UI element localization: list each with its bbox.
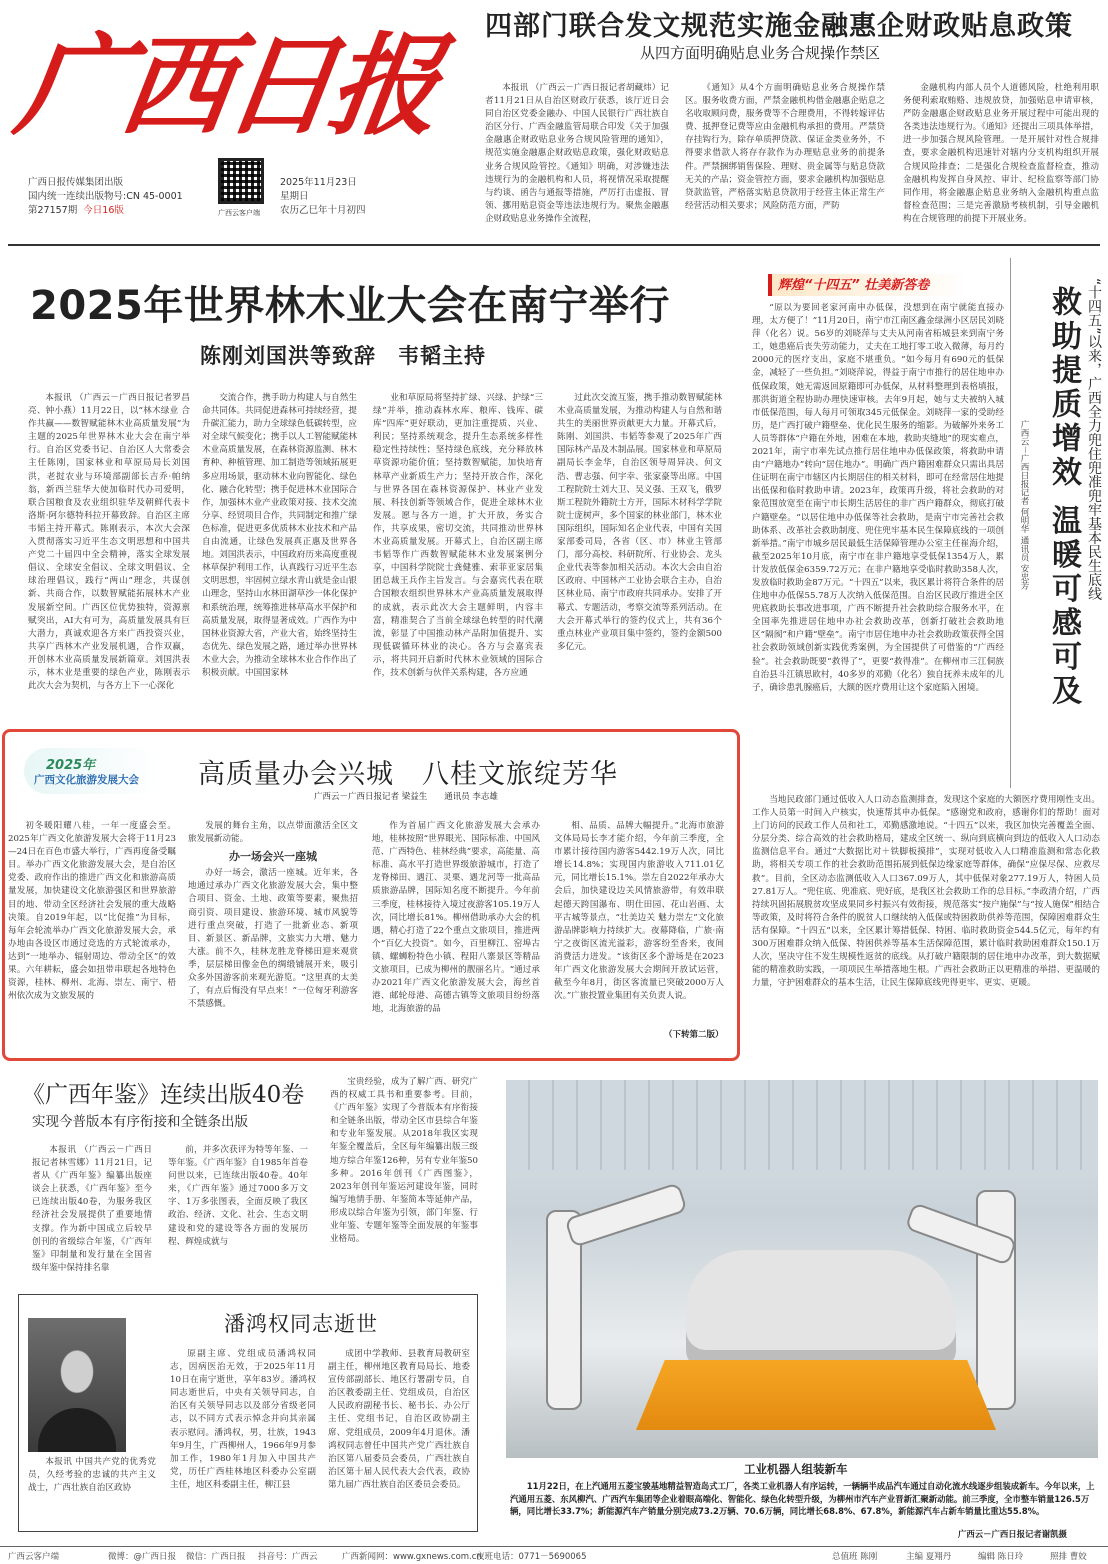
article1-col3: 金融机构内部人员个人道德风险，杜绝利用职务便利索取贿赂、违规放贷，加强贴息申请审核，严防金融惠企财政贴息业务开展过程中可能出现的各类违法违规行为。《通知》还提出三项具体举措，进一步加强合规风险管理。一是开展针对性合规排查，要求金融机构迅速针对辖内分支机构组织开展合规风险排查；二是强化合规检查监督检查，推动金融机构发挥自身风控、审计、纪检监察等部门协同作用，将金融惠企贴息业务纳入金融机构重点监督检查范围；三是完善激励考核机制，引导金融机构在合规管理的前提下开展业务。 xyxy=(903,83,1099,224)
article4-col4: 相、品质、品牌大幅提升。”北海市旅游文体局局长李才能介绍，今年前三季度，全市累计接待国内游客5442.19万人次，同比增长14.8%；实现国内旅游收入711.01亿元，同比增长15.1%。崇左自2022年承办大会后，加快建设边关风情旅游带，有效串联起德天跨国瀑布、明仕田园、花山岩画、太平古城等景点，“壮美边关 魅力崇左”文化旅游品牌影响力持续扩大。夜幕降临，广旅·南宁之夜街区流光溢彩，游客纷至沓来，夜间消费活力迸发。“该街区多个游场是在2023年广西文化旅游发展大会期间开放试运营，截至今年8月，街区客流量已突破2000万人次。”广旅投置业集团有关负责人说。 xyxy=(554,821,724,1002)
article4-col1: 初冬暖阳耀八桂，一年一度盛会至。2025年广西文化旅游发展大会将于11月23—24日在百色市盛大举行，广西再度备受瞩目。举办广西文化旅游发展大会，是自治区党委、政府作出的推进广西文化和旅游高质量发展，加快建设文化旅游强区和世界旅游目的地、带动全区经济社会发展的重大战略决策。自2019年起，以“比促推”为目标，每年会轮流举办广西文化旅游发展大会，承办地由各设区市通过竞选的方式轮流承办，达到“一地举办、辐射周边、带动全区”的效果。六年耕耘，盛会如扭带串联起各地特色资源，桂林、柳州、北海、崇左、南宁、梧州依次成为文旅发展的 xyxy=(8,821,176,1002)
continued-link[interactable]: （下转第二版） xyxy=(664,1030,724,1040)
article4-col2: 发展的舞台主角，以点带面激活全区文旅发展新动能。 办一场会兴一座城 办好一场会，激活一座城。近年来，各地通过承办广西文化旅游发展大会，集中整合项目、资金、土地、政策等要素，聚焦招商引资、项目建设、旅游环境、城市风貌等进行重点突破，打造了一批新业态、新项目、新景区、新品牌，文旅实力大增、魅力大涨。前不久，桂林龙胜龙脊梯田迎来观赏季，层层梯田像金色的绸缎铺展开来，吸引众多外国游客前来观光游览。“这里真的太美了，有点后悔没有早点来！”一位匈牙利游客不禁感慨。 xyxy=(188,821,358,1010)
footer-layout: 编辑 陈日玲 xyxy=(978,1552,1024,1562)
footer-wechat[interactable]: 微信：广西日报 xyxy=(186,1552,246,1562)
footer xyxy=(0,1548,1108,1564)
cn-number: 国内统一连续出版物号:CN 45-0001 xyxy=(28,191,183,202)
page-count: 今日16版 xyxy=(83,205,124,216)
footer-weibo[interactable]: 微博：@广西日报 xyxy=(108,1552,177,1562)
footer-hotline: 夜班电话：0771－5690065 xyxy=(476,1552,587,1562)
article2-col1: 本报讯 （广西云－广西日报记者罗昌亮、钟小燕）11月22日，以“林木绿业 合作共赢——数智赋能林木业高质量发展”为主题的2025年世界林木业大会在南宁举行。自治区党委书记、自治区人大常委会主任陈刚，国家林业和草原局局长刘国洪，老挝农业与环境部副部长吉乔·帕纳翁，新西兰驻华大使加临时代办司爱明，联合国粮食及农业组织驻华及朝鲜代表卡洛斯·阿尔德特科拉开幕致辞。自治区主席韦韬主持开幕式。陈刚表示，本次大会深入贯彻落实习近平生态文明思想和中国共产党二十届四中全会精神，落实全球发展倡议、全球安全倡议、全球文明倡议、全球治理倡议，践行“两山”理念，共谋创新、共商合作，以数智赋能拓展林木产业发展新空间。广西区位优势独特，资源禀赋突出，AI大有可为，高质量发展具有巨大潜力，真诚欢迎各方来广西投资兴业，共享广西林木产业发展机遇，合作双赢，开创林木业高质量发展新篇章。刘国洪表示，林木业是重要的绿色产业，陈刚表示此次大会为契机，与各方上下一心深化 xyxy=(28,393,190,692)
article2-col3: 业和草原局将坚持扩绿、兴绿、护绿“三绿”并举，推动森林水库、粮库、钱库、碳库“四库”更好联动，更加注重提质、兴业、利民；坚持系统观念，提升生态系统多样性稳定性持续性；坚持绿色底线，充分释放林草资源功能价值；坚持数智赋能，加快培育林草产业新质生产力；坚持开放合作，深化与世界各国在森林资源保护、林业产业发展、科技创新等领域合作，促进全球林木业发展。愿与各方一道，扩大开放，务实合作，共享成果，密切交流，共同推动世界林木业高质量发展。开幕式上，自治区副主席韦韬等作广西数智赋能林木业发展案例分享，中国科学院院士龚健雅、索菲亚家居集团总裁王兵作主旨发言。与会嘉宾代表在联合国粮农组织世界林木产业高质量发展取得的成就，表示此次大会主题鲜明，内容丰富，精准契合了当前全球绿色转型的时代潮流，彰显了中国推动林产品附加值提升、实现低碳循环林业的决心。各方与会嘉宾表示，将共同开启新时代林木业领域的国际合作，技术创新与伙伴关系构建，各方应通 xyxy=(373,393,543,678)
article4-title[interactable]: 高质量办会兴城 八桂文旅绽芳华 xyxy=(198,759,618,790)
article5-col2: 前，并多次获评为特等年鉴、一等年鉴。《广西年鉴》自1985年首卷问世以来，已连续出版40卷。40年来，《广西年鉴》通过7000多万文字、1万多张图表，全面反映了我区政治、经济、文化、社会、生态文明建设和党的建设等各方面的发展历程、辉煌成就与 xyxy=(168,1145,308,1247)
publisher-name: 广西日报传媒集团出版 xyxy=(28,177,124,188)
footer-editor: 主编 夏翔丹 xyxy=(906,1552,952,1562)
article6-col2: 原副主席、党组成员潘鸿权同志，因病医治无效，于2025年11月10日在南宁逝世，享年83岁。潘鸿权同志逝世后，中央有关领导同志，自治区有关领导同志以及部分省级老同志，以不同方式表示悼念并向其亲属表示慰问。潘鸿权，男，壮族，1943年9月生，广西柳州人，1966年9月参加工作，1980年1月加入中国共产党，历任广西桂林地区科委办公室副主任，地区科委副主任，柳江县 xyxy=(170,1349,316,1490)
footer-douyin[interactable]: 抖音号：广西云 xyxy=(258,1552,318,1562)
column-divider xyxy=(1010,258,1011,788)
badge-title: 广西文化旅游发展大会 xyxy=(34,774,139,786)
article2-subtitle: 陈刚刘国洪等致辞 韦韬主持 xyxy=(200,344,486,368)
article2-title[interactable]: 2025年世界林木业大会在南宁举行 xyxy=(30,283,670,329)
article3-title[interactable]: 救助提质增效 温暖可感可及 xyxy=(1046,286,1081,709)
photo-description: 11月22日，在上汽通用五菱宝骏基地精益智造岛式工厂，各类工业机器人有序运转，一辆辆半成品汽车通过自动化流水线逐步组装成新车。今年以来，上汽通用五菱、东风柳汽、广西汽车集团等企业着眼高端化、智能化、绿色化转型升级，为柳州市汽车产业晋新汇聚新动能。前三季度，全市整车销量126.5万辆，同比增长33.7%；新能源汽车产销量分别完成73.2万辆、70.6万辆，同比增长68.8%、67.8%，新能源汽车占新车销量比重达55.8%。 xyxy=(510,1481,1095,1517)
weekday: 星期日 xyxy=(280,191,309,202)
article5-col3: 宝贵经验，成为了解广西、研究广西的权威工具书和重要参考。目前，《广西年鉴》实现了今普版本有序衔接和全链条出版，带动全区市县综合年鉴和专业年鉴发展。从2018年我区实现年鉴全覆盖后，全区每年编纂出版三级地方综合年鉴126种，另有专业年鉴50多种。2016年创刊《广西图鉴》，2023年创刊年鉴运河建设年鉴，同时编写地情手册、年鉴简本等延伸产品，形成以综合年鉴为引领，部门年鉴、行业年鉴、专题年鉴等全面发展的年鉴事业格局。 xyxy=(330,1077,478,1245)
article5-subtitle: 实现今普版本有序衔接和全链条出版 xyxy=(32,1114,248,1130)
article1-title[interactable]: 四部门联合发文规范实施金融惠企财政贴息政策 xyxy=(485,11,1073,42)
article1-subtitle: 从四方面明确贴息业务合规操作禁区 xyxy=(640,44,881,62)
issue-number: 第27157期 xyxy=(28,205,78,216)
article2-col2: 交流合作，携手助力构建人与自然生命共同体。共同促进森林可持续经营，提升碳汇能力，助力全球绿色低碳转型，应对全球气候变化；携手以人工智能赋能林木业高质量发展，在森林资源监测、林木育种、种植管理、加工制造等领域拓展更多应用场景，驱动林木业向智能化、绿色化、融合化转型；携手促进林木业国际合作，加强林木业产业政策对接、技术交流分享、经贸项目合作，共同制定和推广绿色标准，促进更多优质林木业技术和产品自由流通，让绿色发展真正惠及世界各地。刘国洪表示，中国政府历来高度重视林草保护利用工作，认真践行习近平生态文明思想，牢固树立绿水青山就是金山银山理念，坚持山水林田湖草沙一体化保护和系统治理，统筹推进林草高水平保护和高质量发展，取得显著成效。广西作为中国林业资源大省，产业大省，始终坚持生态优先、绿色发展之路，通过举办世界林木业大会，为推动全球林木业合作作出了积极贡献。中国国家林 xyxy=(202,393,357,678)
article6-col1: 本报讯 中国共产党的优秀党员，久经考验的忠诚的共产主义战士，广西壮族自治区政协 xyxy=(28,1457,156,1494)
article4-byline: 广西云－广西日报记者 梁益生 通讯员 李志雄 xyxy=(314,792,498,802)
photo-caption: 工业机器人组装新车 xyxy=(744,1462,848,1476)
publisher-block xyxy=(28,176,183,218)
article2-col4: 过此次交流互鉴，携手推动数智赋能林木业高质量发展，为推动构建人与自然和谐共生的美丽世界贡献更大力量。开幕式后，陈刚、刘国洪、韦韬等参观了2025年广西国际林产品及木制品展。国家林业和草原局副局长李金华，自治区领导周异决、何文浩、曹志强、何宇幸、张家豪等出席。中国工程院院士刘大卫、吴义强、王双飞，俄罗斯工程院外籍院士方开，国际木材科学学院院士庞树声，多个国家的林业部门，林木业国际组织，国际知名企业代表，中国有关国家部委司局，各省（区、市）林业主管部门，部分高校、科研院所、行业协会、龙头企业代表等参加相关活动。本次大会由自治区政府、中国林产工业协会联合主办，自治区林业局、南宁市政府共同承办。安排了开幕式、专题活动，考察交流等系列活动。在大会开幕式举行的签约仪式上，共有36个重点林业产业项目集中签约，签约金额500多亿元。 xyxy=(557,393,722,652)
article5-col1: 本报讯 （广西云－广西日报记者林雪娜）11月21日，记者从《广西年鉴》编纂出版座谈会上获悉，《广西年鉴》至今已连续出版40卷，为服务我区经济社会发展提供了重要地情支撑。作为新中国成立后较早创刊的省级综合年鉴，《广西年鉴》印制量和发行量在全国省级年鉴中保持排名靠 xyxy=(32,1145,152,1273)
portrait-photo xyxy=(28,1318,126,1452)
lunar-date: 农历乙巳年十月初四 xyxy=(280,205,366,216)
masthead-logo: 广西日报 xyxy=(9,21,444,150)
article4-col3: 作为首届广西文化旅游发展大会承办地，桂林按照“世界眼光、国际标准、中国风范、广西特色、桂林经典”要求，高能量、高标准、高水平打造世界级旅游城市，打造了龙脊梯田、遇江、灵栗、遇龙河等一批高品质旅游品牌，国际知名度不断提升。今年前三季度，桂林接待入境过夜游客105.19万人次，同比增长81%。柳州借助承办大会的机遇，精心打造了22个重点文旅项目，推进两个“百亿大投资”。如今，百里柳江、窑埠古镇、螺蛳粉特色小镇、程阳八寨景区等精品文旅项目，已成为柳州的靓丽名片。“通过承办2021年广西文化旅游发展大会，海丝首港、邮轮母港、高德古镇等文旅项目纷纷落地，北海旅游的品 xyxy=(372,821,540,1015)
footer-website[interactable]: 广西新闻网：www.gxnews.com.cn xyxy=(342,1552,482,1562)
badge-year: 2025年 xyxy=(46,758,96,773)
article6-col3: 成团中学教师、县教育局教研室副主任，柳州地区教育局局长、地委宣传部副部长、地区行署副专员，自治区教委副主任、党组成员，自治区人民政府副秘书长、秘书长、办公厅主任、党组书记，自治区政协副主席、党组成员，2009年4月退休。潘鸿权同志曾任中国共产党广西壮族自治区第八届委员会委员，广西壮族自治区第十届人民代表大会代表，政协第九届广西壮族自治区委员会委员。 xyxy=(328,1349,470,1490)
date-block xyxy=(280,176,366,218)
masthead-divider xyxy=(8,244,1100,246)
qr-code-icon[interactable] xyxy=(218,158,264,204)
series-banner xyxy=(768,274,968,296)
article3-byline: 广西云－广西日报记者 何明华 通讯员 安忠芳 xyxy=(1019,420,1029,590)
article1-col2: 《通知》从4个方面明确贴息业务合规操作禁区。服务收费方面，严禁金融机构借金融惠企贴息之名收取顾问费，服务费等不合理费用，不得转嫁评估费、抵押登记费等应由金融机构承担的费用。严禁贷存挂钩行为，除存单质押贷款、保证金类业务外，不得要求借款人将存存款作为办理贴息业务的前提条件。严禁捆绑销售保险、理财、贵金属等与贴息贷款无关的产品；资金管控方面，要求金融机构加强贴息贷款监管，严格落实贴息贷款用于经营主体正常生产经营活动相关要求；风险防范方面，严防 xyxy=(685,83,885,211)
article1-col1: 本报讯 （广西云－广西日报记者胡藏炜）记者11月21日从自治区财政厅获悉，该厅近日会同自治区党委金融办、中国人民银行广西壮族自治区分行、广西金融监管局联合印发《关于加强金融惠企财政贴息业务合规风险管理的通知》，规范实施金融惠企财政贴息政策，强化财政贴息业务合规风险管控。《通知》明确，对涉嫌违法违规行为的金融机构和人员，将视情况采取提醒与约谈、函告与通报等措施，严厉打击虚报、冒领、挪用贴息资金等违法违规行为。聚焦金融惠企财政贴息业务操作全流程， xyxy=(485,83,669,224)
article3-col1: “原以为要回老家河南申办低保，没想到在南宁就能直接办理，太方便了！”11月20日，南宁市江南区鑫金绿洲小区居民刘晓萍（化名）说。56岁的刘晓萍与丈夫从河南省柘城县来到南宁务工，她患癌后丧失劳动能力，丈夫在工地打零工收入微薄，每月约2000元的医疗支出，家庭不堪重负。“如今每月有690元的低保金，减轻了一些负担。”刘晓萍说，得益于南宁市推行的居住地申办低保政策，她无需返回原籍即可办低保，从材料整理到表格填报，那洪街道全程协助办理快速审核。去年9月起，她与丈夫被纳入城市低保范围，每人每月可领取345元低保金。刘晓萍一家的受助经历，是广西打破户籍壁垒、优化民生服务的缩影。为破解外来务工人员等群体“户籍在外地，困难在本地，救助夹缝地”的现实难点，2021年，南宁市率先试点推行居住地申办低保政策，将救助申请由“户籍地办”转向“居住地办”。明确广西户籍困难群众只需出具居住证明在南宁市辖区内长期居住的相关材料，即可在经常居住地提出低保和临时救助申请。2023年，政策再升级，将社会救助的对象范围放宽至在南宁市长期生活居住的非广西户籍群众，彻底打破户籍壁垒。“以居住地申办低保等社会救助，是南宁市完善社会救助体系、改革社会救助制度、兜住兜牢基本民生保障底线的一项创新举措。”南宁市城乡居民最低生活保障管理办公室主任崔海介绍，截至2025年10月底，南宁市在非户籍地享受低保1354万人，累计发放低保金6359.72万元；在非户籍地享受临时救助358人次，发放临时救助金87万元。“十四五”以来，我区累计将符合条件的居住地申办低保55.78万人次纳入低保范围。自治区民政厅推进全区兜底救助长事改进事项，广西不断提升社会救助综合服务水平，在全国率先推进居住地申办社会救助改革，创新打破社会救助地区“隔阂”和户籍“壁垒”。南宁市居住地申办社会救助政策获得全国社会救助领域创新实践优秀案例，为全国提供了可借鉴的“广西经验”。社会救助既要“救得了”，更要“救得准”。在柳州市三江侗族自治县斗江镇思欧村，40多岁的邓勤（化名）独自抚养未成年的儿子，确诊患乳腺癌后，大额的医疗费用让这个家庭陷入困境。 xyxy=(752,303,1004,693)
factory-robot-photo[interactable] xyxy=(506,1080,1098,1458)
footer-editor-chief: 总值班 陈刚 xyxy=(832,1552,878,1562)
article3-col2: 当地民政部门通过低收入人口动态监测排查，发现这个家庭的大额医疗费用刚性支出。工作人员第一时间入户核实，快速帮其申办低保。“感谢党和政府，感谢你们的帮助！面对上门访问的民政工作人员和社工，邓勤感激地说。“十四五”以来，我区加快完善覆盖全面、分层分类、综合高效的社会救助格局，建成全区统一、纵向到底横向到边的低收入人口动态监测信息平台。通过“大数据比对＋铁脚板摸排”，实现对低收入人口精准监测和常态化救助，将相关专项工作的社会救助范围拓展到低保边缘家庭等群体，确保“应保尽保、应救尽救”。目前，全区动态监测低收入人口367.09万人，其中低保对象277.19万人，特困人员27.81万人。“兜住底、兜准底、兜好底，是我区社会救助工作的总目标。”李政清介绍，广西持续巩固拓展脱贫攻坚成果同乡村振兴有效衔接，规范落实“按户施保”与“按人施保”相结合等政策，及时将符合条件的脱贫人口继续纳入低保或特困救助供养等范围，保障困难群众生活有保障。“十四五”以来，全区累计筹措低保、特困、临时救助资金544.5亿元，每年约有300万困难群众纳入低保、特困供养等基本生活保障范围，累计临时救助困难群众150.1万人次，坚决守住不发生规模性返贫的底线。从打破户籍限制的居住地申办改革，到大数据赋能的精准救助实践，一项项民生举措落地生根。广西社会救助正以更精准的举措、更温暖的力量，守护困难群众的基本生活，让民生保障底线兜得更牢、更实、更暖。 xyxy=(752,795,1100,989)
issue-date: 2025年11月23日 xyxy=(280,177,357,188)
article5-title[interactable]: 《广西年鉴》连续出版40卷 xyxy=(22,1082,305,1108)
article6-title[interactable]: 潘鸿权同志逝世 xyxy=(224,1312,378,1336)
article3-subtitle: “十四五”以来，广西全力兜住兜准兜牢基本民生底线 xyxy=(1086,278,1102,601)
photo-credit: 广西云－广西日报记者谢凯摄 xyxy=(958,1529,1067,1539)
footer-divider xyxy=(0,1546,1108,1547)
app-label: 广西云客户端 xyxy=(218,209,260,217)
footer-app[interactable]: 广西云客户端 xyxy=(8,1552,60,1562)
tourism-conference-badge xyxy=(24,748,160,794)
footer-proof: 照排 曹姣 xyxy=(1050,1552,1087,1562)
series-banner-label: 辉煌“十四五” 壮美新答卷 xyxy=(778,278,930,293)
article4-section-heading: 办一场会兴一座城 xyxy=(229,850,317,864)
